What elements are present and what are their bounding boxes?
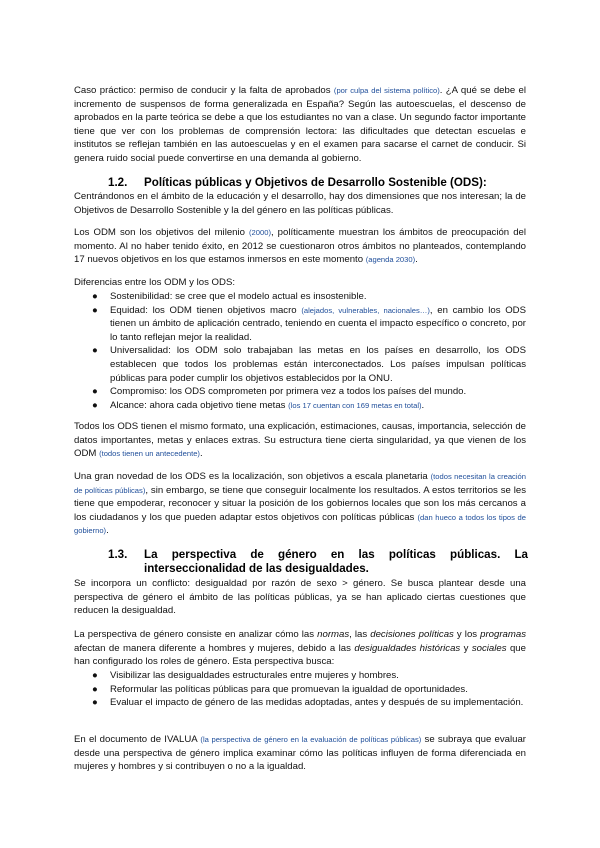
text: . (421, 399, 425, 411)
emphasis: sociales (471, 642, 507, 654)
text: , las (349, 629, 371, 640)
bullet: ● (92, 386, 98, 398)
text: , sin embargo, se tiene que conseguir localmente los resultados. A estos territorios se les tiene que empoderar, reconocer y situar la posición de los gobiernos locales que son los más cercanos a los ciudadanos y los que pueden adaptar estos objetivos con políticas públicas (74, 484, 526, 523)
text: . (415, 254, 418, 266)
annotation-note: (dan hueco a todos los tipos de gobierno) (74, 512, 526, 536)
text: Sostenibilidad: se cree que el modelo actual es insostenible. (110, 291, 367, 302)
emphasis: normas (317, 629, 350, 640)
text: Reformular las políticas públicas para que promuevan la igualdad de oportunidades. (110, 683, 468, 695)
paragraph-localization (74, 470, 526, 538)
text: que han configurado los roles de género. Esta perspectiva busca: (74, 642, 526, 668)
bullet: ● (92, 345, 98, 357)
paragraph-ods-format (74, 420, 526, 461)
text: Caso práctico: permiso de conducir y la falta de aprobados (74, 85, 334, 96)
text: . (199, 448, 203, 460)
section-number: 1.3. (108, 548, 128, 561)
section-heading-1-3 (108, 548, 528, 576)
bullet: ● (92, 670, 98, 681)
emphasis: desigualdades históricas (354, 642, 461, 654)
text: , políticamente muestran los ámbitos de preocupación del momento. Al no haber tenido éxito, en 2012 se cuestionaron otros ámbitos no planteados, contemplando 17 nuevos objetivos en los que estamos inmersos en este momento (74, 227, 526, 266)
section-title: La perspectiva de género en las políticas públicas. La (144, 548, 528, 561)
annotation-note: (todos necesitan la creación de políticas públicas) (74, 472, 526, 495)
text: Todos los ODS tienen el mismo formato, una explicación, estimaciones, causas, importancia, selección de datos importantes, metas y enlaces extras. Su estructura tiene cierta singularidad, ya que vienen de los ODM (74, 421, 526, 460)
section-title: Políticas públicas y Objetivos de Desarrollo Sostenible (ODS): (144, 176, 487, 189)
paragraph-ivalua (74, 733, 526, 774)
emphasis: programas (480, 629, 527, 640)
emphasis: decisiones políticas (370, 629, 454, 640)
text: y los (453, 629, 481, 640)
list-item (92, 399, 526, 413)
text: En el documento de IVALUA (74, 734, 201, 745)
bullet: ● (92, 697, 98, 709)
text: . (106, 525, 109, 537)
gender-goals-list (92, 669, 526, 710)
paragraph-conflict: Se incorpora un conflicto: desigualdad por razón de sexo > género. Se busca plantear desde una perspectiva de género el ámbito de las políticas públicas, ya se han aplicado ciertas cuestiones que reducen la desigualdad. (74, 578, 526, 617)
annotation-note: (todos tienen un antecedente) (99, 449, 200, 459)
list-item (92, 696, 526, 710)
text: La perspectiva de género consiste en analizar cómo las (74, 629, 318, 640)
text: Una gran novedad de los ODS es la localización, son objetivos a escala planetaria (74, 471, 431, 482)
text: Evaluar el impacto de género de las medidas adoptadas, antes y después de su implementación. (110, 697, 524, 709)
annotation-note: (alejados, vulnerables, nacionales…) (301, 305, 430, 315)
section-title-continued: interseccionalidad de las desigualdades. (144, 562, 369, 575)
annotation-note: (2000) (249, 228, 271, 237)
differences-intro: Diferencias entre los ODM y los ODS: (74, 277, 236, 288)
differences-list (92, 290, 526, 412)
text: , en cambio los ODS tienen un ámbito de aplicación centrado, teniendo en cuenta el impacto específico o concreto, por lo tanto reflejan mejor la realidad. (110, 304, 526, 343)
annotation-note: (los 17 cuentan con 169 metas en total) (288, 400, 422, 410)
text: . ¿A qué se debe el incremento de suspensos de forma generalizada en España? Según las autoescuelas, el descenso de aprobados en la parte teórica se debe a que los estudiantes no van a clase. Un segundo factor importante tiene que ver con los problemas de comprensión lectora: las dificultades que detectan escuelas e institutos se reflejan también en las autoescuelas y en el examen para sacarse el carnet de conducir. Si genera ruido social puede convertirse en una demanda al gobierno. (74, 85, 527, 164)
list-item (92, 290, 526, 304)
list-item (92, 683, 526, 697)
list-item (92, 385, 526, 399)
text: Compromiso: los ODS comprometen por primera vez a todos los países del mundo. (110, 386, 467, 398)
list-item (92, 669, 526, 683)
list-item (92, 304, 526, 345)
paragraph-case-study (74, 84, 526, 166)
annotation-note: (agenda 2030) (365, 255, 416, 265)
text: afectan de manera diferente a hombres y mujeres, debido a las (74, 642, 355, 654)
list-item (92, 344, 526, 385)
paragraph-intro-ods: Centrándonos en el ámbito de la educación y el desarrollo, hay dos dimensiones que nos interesan; la de Objetivos de Desarrollo Sostenible y la del género en las políticas públicas. (74, 191, 526, 216)
text: Visibilizar las desigualdades estructurales entre mujeres y hombres. (110, 670, 399, 681)
text: y (460, 642, 472, 654)
bullet: ● (92, 399, 98, 411)
annotation-note: (la perspectiva de género en la evaluación de políticas públicas) (200, 735, 422, 744)
text: Equidad: los ODM tienen objetivos macro (110, 304, 302, 316)
text: Alcance: ahora cada objetivo tiene metas (110, 399, 289, 411)
text: Los ODM son los objetivos del milenio (74, 227, 250, 238)
annotation-note: (por culpa del sistema político) (333, 86, 440, 95)
section-heading-1-2 (108, 176, 528, 190)
section-number: 1.2. (108, 176, 128, 189)
paragraph-odm (74, 226, 526, 267)
bullet: ● (92, 304, 98, 316)
paragraph-gender-perspective (74, 628, 526, 669)
text: se subraya que evaluar desde una perspectiva de género implica examinar cómo las políticas influyen de forma diferenciada en mujeres y hombres y si contribuyen o no a la igualdad. (74, 734, 526, 773)
text: Universalidad: los ODM solo trabajaban las metas en los países en desarrollo, los ODS establecen que todos los problemas están interconectados. Los países impulsan políticas públicas para poder cumplir los objetivos establecidos por la ONU. (110, 345, 526, 384)
bullet: ● (92, 683, 98, 695)
bullet: ● (92, 291, 98, 302)
